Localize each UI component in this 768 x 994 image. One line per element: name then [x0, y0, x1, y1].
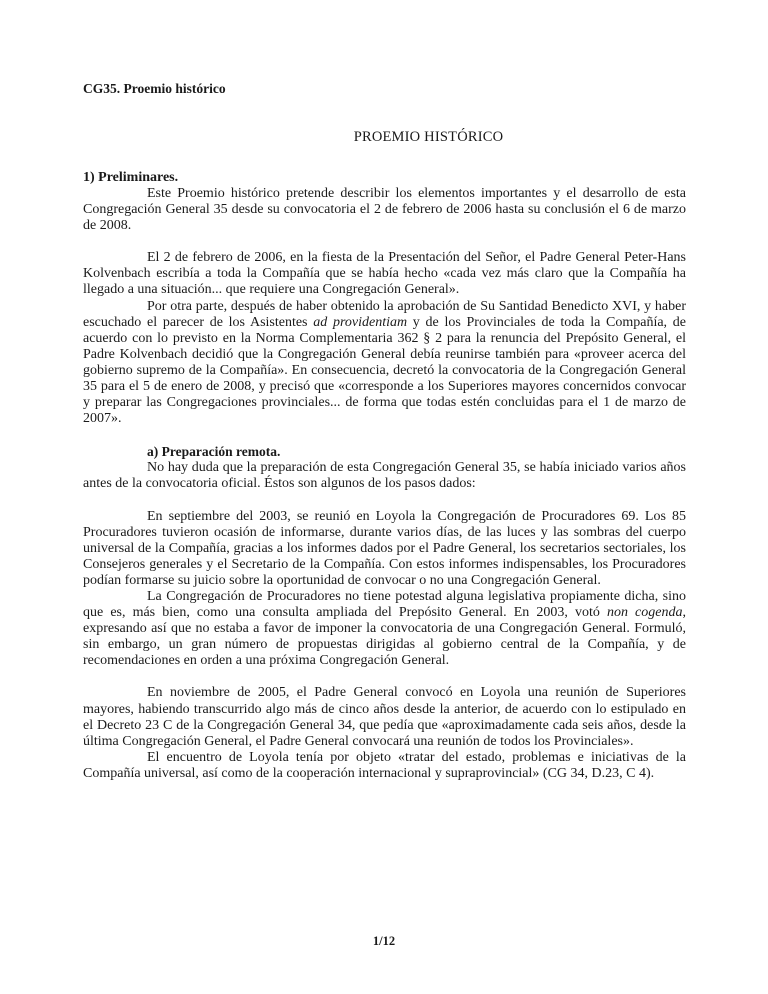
- paragraph-3-part-b: y de los Provinciales de toda la Compañía, de acuerdo con lo previsto en la Norma Complementaria 362 § 2 para la renuncia del Prepósito General, el Padre Kolvenbach decidió que la Congregación General debía reunirse también para «proveer acerca del gobierno supremo de la Compañía». En consecuencia, decretó la convocatoria de la Congregación General 35 para el 5 de enero de 2008, y precisó que «corresponde a los Superiores mayores concernidos convocar y preparar las Congregaciones provinciales... de forma que todas estén concluidas para el 1 de marzo de 2007».: [83, 314, 686, 427]
- paragraph-6-latin-term: non cogenda: [606, 605, 683, 621]
- sub-heading-preparacion-remota: a) Preparación remota.: [147, 444, 281, 460]
- paragraph-4: No hay duda que la preparación de esta Congregación General 35, se había iniciado varios años antes de la convocatoria oficial. Éstos son algunos de los pasos dados:: [83, 460, 686, 492]
- paragraph-3-part-a: Por otra parte, después de haber obtenido la aprobación de Su Santidad Benedicto XVI, y haber escuchado el parecer de los Asistentes: [83, 298, 686, 330]
- paragraph-7: En noviembre de 2005, el Padre General convocó en Loyola una reunión de Superiores mayores, habiendo transcurrido algo más de cinco años desde la anterior, de acuerdo con lo estipulado en el Decreto 23 C de la Congregación General 34, que pedía que «aproximadamente cada seis años, desde la última Congregación General, el Padre General convocará una reunión de todos los Provinciales».: [83, 685, 686, 749]
- paragraph-1: Este Proemio histórico pretende describir los elementos importantes y el desarrollo de esta Congregación General 35 desde su convocatoria el 2 de febrero de 2006 hasta su conclusión el 6 de marzo de 2008.: [83, 186, 686, 234]
- section-heading-preliminares: 1) Preliminares.: [83, 170, 179, 185]
- paragraph-6-part-b: , expresando así que no estaba a favor de imponer la convocatoria de una Congregación General. Formuló, sin embargo, un gran número de propuestas dirigidas al gobierno central de la Compañía, y de recomendaciones en orden a una próxima Congregación General.: [83, 605, 686, 669]
- running-head: CG35. Proemio histórico: [83, 81, 226, 96]
- paragraph-6: [83, 589, 686, 669]
- paragraph-3-latin-term: ad providentiam: [313, 314, 408, 330]
- page-content: [83, 0, 686, 782]
- page-title: PROEMIO HISTÓRICO: [353, 129, 504, 145]
- page-number-footer: 1/12: [372, 934, 396, 948]
- paragraph-5: En septiembre del 2003, se reunió en Loyola la Congregación de Procuradores 69. Los 85 Procuradores tuvieron ocasión de informarse, durante varios días, de las luces y las sombras del cuerpo universal de la Compañía, gracias a los informes dados por el Padre General, los secretarios sectoriales, los Consejeros generales y el Secretario de la Compañía. Con estos informes indispensables, los Procuradores podían formarse su juicio sobre la oportunidad de convocar o no una Congregación General.: [83, 508, 686, 588]
- paragraph-3: [83, 299, 686, 428]
- paragraph-6-part-a: La Congregación de Procuradores no tiene potestad alguna legislativa propiamente dicha, sino que es, más bien, como una consulta ampliada del Prepósito General. En 2003, votó: [83, 588, 686, 621]
- paragraph-2: El 2 de febrero de 2006, en la fiesta de la Presentación del Señor, el Padre General Peter-Hans Kolvenbach escribía a toda la Compañía que se había hecho «cada vez más claro que la Compañía ha llegado a una situación... que requiere una Congregación General».: [83, 250, 686, 298]
- paragraph-8: El encuentro de Loyola tenía por objeto «tratar del estado, problemas e iniciativas de la Compañía universal, así como de la cooperación internacional y supraprovincial» (CG 34, D.23, C 4).: [83, 749, 686, 781]
